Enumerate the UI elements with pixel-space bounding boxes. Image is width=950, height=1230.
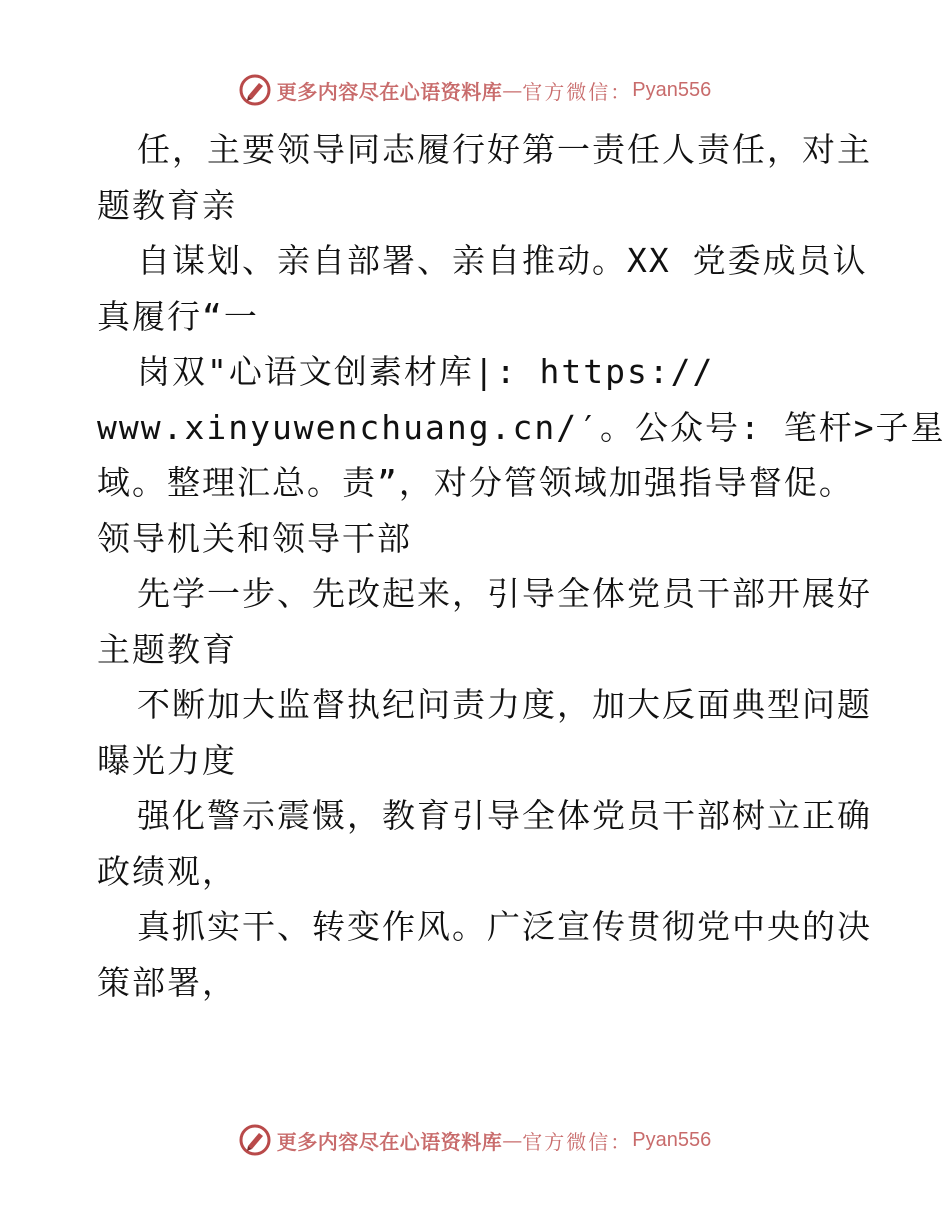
text-line: 不断加大监督执纪问责力度，加大反面典型问题 xyxy=(137,685,872,724)
footer-watermark xyxy=(0,1120,950,1160)
text-line: 任，主要领导同志履行好第一责任人责任，对主 xyxy=(137,130,872,169)
footer-wechat-label: 官方微信： xyxy=(522,1129,633,1154)
text-line: 曝光力度 xyxy=(97,740,237,780)
text-line: 先学一步、先改起来，引导全体党员干部开展好 xyxy=(137,574,872,613)
text-line: 主题教育 xyxy=(97,629,237,669)
footer-watermark-separator: — xyxy=(502,1128,523,1152)
text-line: 领导机关和领导干部 xyxy=(97,518,412,558)
text-line: 题教育亲 xyxy=(97,185,237,225)
text-line: 强化警示震慑，教育引导全体党员干部树立正确 xyxy=(137,796,872,835)
text-line: 政绩观， xyxy=(97,851,237,891)
footer-wechat-id: Pyan556 xyxy=(632,1128,712,1151)
pen-logo-icon xyxy=(239,74,271,106)
footer-watermark-text: 更多内容尽在心语资料库 xyxy=(276,1129,503,1154)
text-line: 自谋划、亲自部署、亲自推动。XX 党委成员认 xyxy=(137,241,868,280)
text-line: 真抓实干、转变作风。广泛宣传贯彻党中央的决 xyxy=(137,907,872,946)
text-line: 域。整理汇总。责”，对分管领域加强指导督促。 xyxy=(97,463,854,502)
document-body xyxy=(97,122,946,1010)
header-watermark-text: 更多内容尽在心语资料库 xyxy=(276,79,503,104)
header-wechat-id: Pyan556 xyxy=(632,78,712,101)
text-line: 真履行“一 xyxy=(97,296,259,336)
header-watermark xyxy=(0,70,950,110)
text-line: 策部署， xyxy=(97,962,237,1002)
pen-logo-icon xyxy=(239,1124,271,1156)
text-line: www.xinyuwenchuang.cn/′。公众号: 笔杆>子星 xyxy=(97,407,946,447)
text-line: 岗双"心语文创素材库|: https:// xyxy=(137,352,715,391)
header-watermark-separator: — xyxy=(502,78,523,102)
header-wechat-label: 官方微信： xyxy=(522,79,633,104)
